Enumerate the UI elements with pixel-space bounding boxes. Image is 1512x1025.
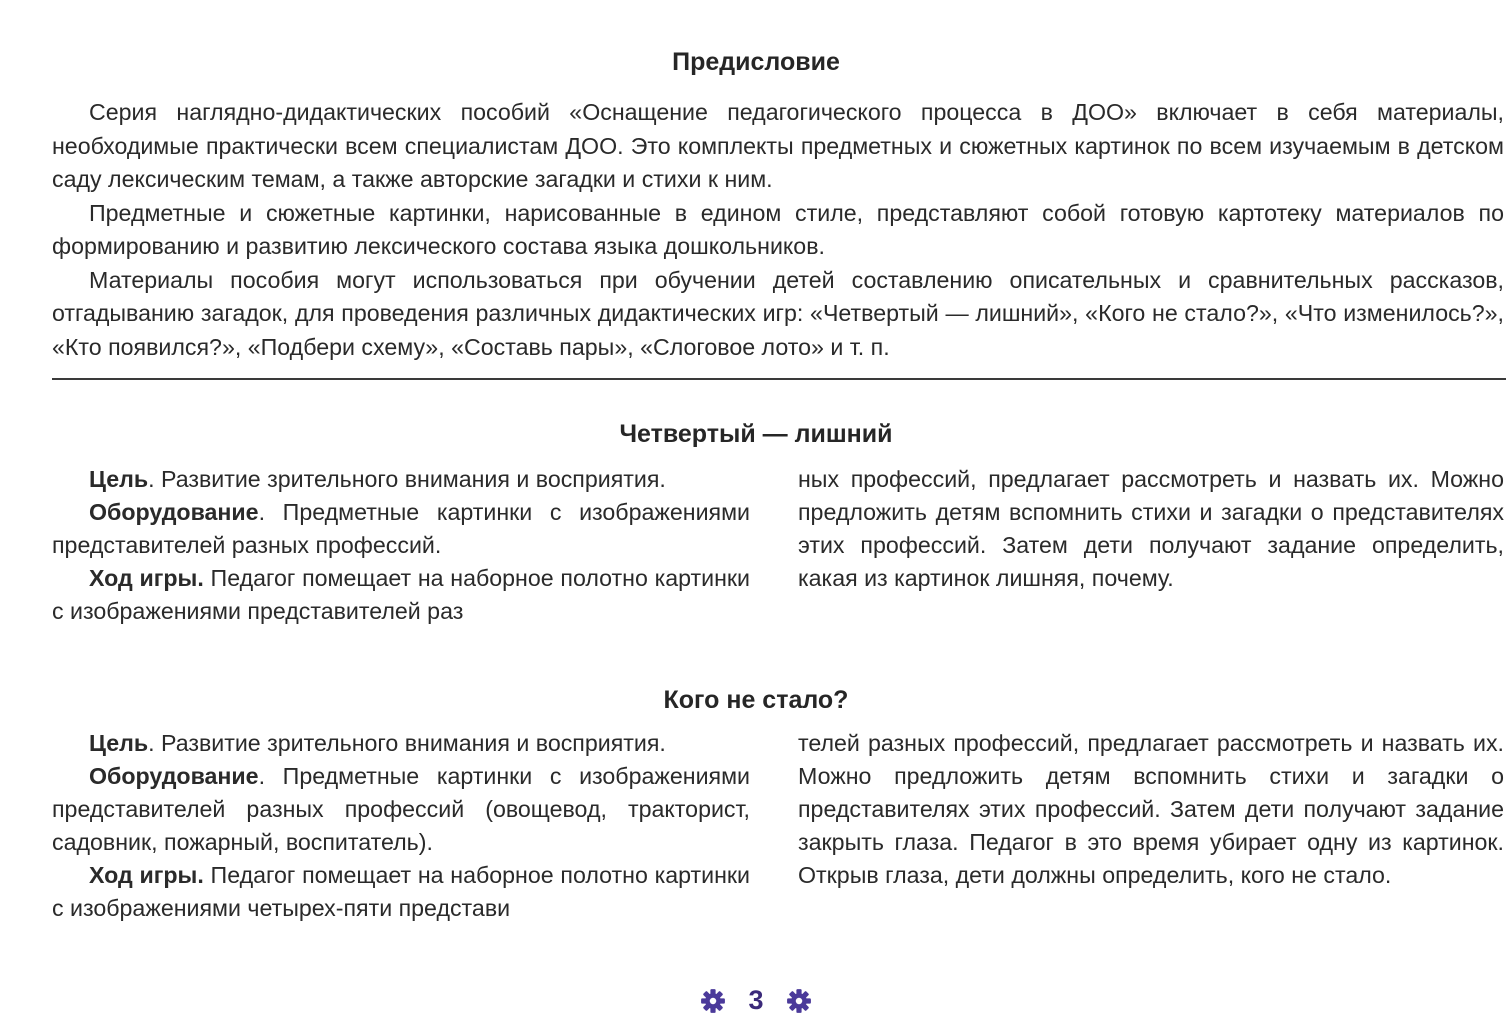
game1-title: Четвертый — лишний [619, 420, 893, 448]
goal-text: . Развитие зрительного внимания и восприятия. [148, 466, 666, 492]
game1-goal [52, 463, 750, 496]
game1-right-column [798, 463, 1504, 595]
gear-icon [786, 988, 812, 1014]
preface-text [52, 96, 1504, 364]
goal-label: Цель [89, 730, 149, 756]
preface-paragraph: Материалы пособия могут использоваться при обучении детей составлению описательных и сравнительных рассказов, отгадыванию загадок, для проведения различных дидактических игр: «Четвертый — лишний», «Кого не стало?», «Что изменилось?», «Кто появился?», «Подбери схему», «Составь пары», «Слоговое лото» и т. п. [52, 266, 1504, 360]
goal-text: . Развитие зрительного внимания и восприятия. [148, 730, 666, 756]
equipment-label: Оборудование [89, 763, 259, 789]
game2-goal [52, 727, 750, 760]
game2-continuation: телей разных профессий, предлагает рассмотреть и назвать их. Можно предложить детям вспомнить стихи и загадки о представителях этих профессий. Затем дети получают задание закрыть глаза. Педагог в это время убирает одну из картинок. Открыв глаза, дети должны определить, кого не стало. [798, 730, 1504, 888]
game2-right-column [798, 727, 1504, 892]
process-label: Ход игры. [89, 565, 204, 591]
game1-equipment [52, 496, 750, 562]
preface-paragraph: Предметные и сюжетные картинки, нарисованные в едином стиле, представляют собой готовую картотеку материалов по формированию и развитию лексического состава языка дошкольников. [52, 199, 1504, 259]
equipment-label: Оборудование [89, 499, 259, 525]
section-divider [52, 378, 1506, 380]
page-footer [0, 985, 1512, 1016]
game2-left-column [52, 727, 750, 925]
game1-continuation: ных профессий, предлагает рассмотреть и назвать их. Можно предложить детям вспомнить стихи и загадки о представителях этих профессий. Затем дети получают задание определить, какая из картинок лишняя, почему. [798, 466, 1504, 591]
process-label: Ход игры. [89, 862, 204, 888]
game2-process [52, 859, 750, 925]
game1-process [52, 562, 750, 628]
preface-title: Предисловие [672, 48, 840, 76]
preface-paragraph: Серия наглядно-дидактических пособий «Оснащение педагогического процесса в ДОО» включает в себя материалы, необходимые практически всем специалистам ДОО. Это комплекты предметных и сюжетных картинок по всем изучаемым в детском саду лексическим темам, а также авторские загадки и стихи к ним. [52, 99, 1504, 192]
goal-label: Цель [89, 466, 149, 492]
equipment-text: . Предметные картинки с изображениями представителей разных профессий (овощевод, тракторист, садовник, пожарный, воспитатель). [52, 763, 750, 855]
game2-title: Кого не стало? [663, 686, 849, 714]
page-number: 3 [748, 985, 764, 1015]
game1-left-column [52, 463, 750, 628]
equipment-text: . Предметные картинки с изображениями представителей разных профессий. [52, 499, 750, 558]
process-text: Педагог помещает на наборное полотно картинки с изображениями представителей раз [52, 565, 750, 624]
process-text: Педагог помещает на наборное полотно картинки с изображениями четырех-пяти представи [52, 862, 750, 921]
gear-icon [700, 988, 726, 1014]
game2-equipment [52, 760, 750, 859]
